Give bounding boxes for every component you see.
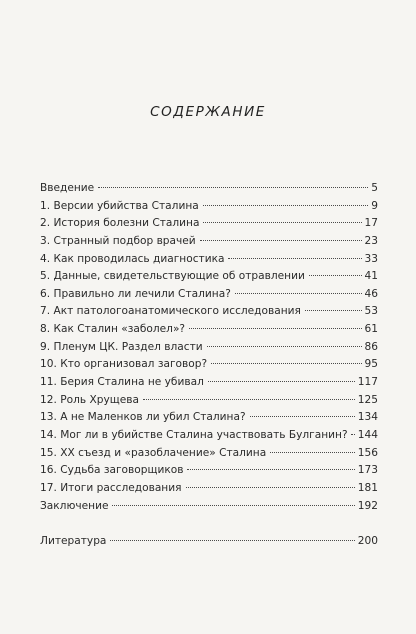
toc-entry <box>40 215 378 233</box>
toc-entry-page: 134 <box>357 411 378 424</box>
toc-leader-dots <box>309 275 362 276</box>
toc-leader-dots <box>228 258 361 259</box>
toc-leader-dots <box>351 434 355 435</box>
toc-leader-dots <box>110 540 354 541</box>
toc-entry-page: 86 <box>364 340 378 353</box>
toc-entry-label: 14. Мог ли в убийстве Сталина участвовать Булганин? <box>40 428 348 441</box>
toc-entry <box>40 321 378 339</box>
toc-leader-dots <box>203 222 361 223</box>
toc-entry <box>40 392 378 410</box>
toc-entry-page: 5 <box>371 182 378 194</box>
toc-leader-dots <box>235 293 362 294</box>
toc-leader-dots <box>189 328 361 329</box>
toc-entry-label: 9. Пленум ЦК. Раздел власти <box>40 340 203 353</box>
toc-entry <box>40 409 378 427</box>
toc-entry-page: 46 <box>364 287 378 300</box>
toc-entry-page: 53 <box>364 305 378 318</box>
toc-entry-page: 156 <box>357 446 378 459</box>
toc-leader-dots <box>208 381 355 382</box>
toc-entry <box>40 251 378 269</box>
toc-leader-dots <box>211 363 361 364</box>
toc-leader-dots <box>207 346 362 347</box>
table-of-contents <box>40 180 378 550</box>
toc-entry <box>40 356 378 374</box>
page-title: СОДЕРЖАНИЕ <box>150 104 266 120</box>
toc-leader-dots <box>250 416 355 417</box>
toc-entry-page: 192 <box>357 499 378 512</box>
toc-leader-dots <box>186 487 355 488</box>
toc-entry <box>40 268 378 286</box>
toc-leader-dots <box>143 399 355 400</box>
toc-entry-label: 5. Данные, свидетельствующие об отравлении <box>40 270 305 283</box>
toc-leader-dots <box>203 205 368 206</box>
toc-entry-page: 95 <box>364 358 378 371</box>
toc-leader-dots <box>270 452 355 453</box>
toc-entry-page: 117 <box>357 376 378 389</box>
toc-entry <box>40 480 378 498</box>
toc-leader-dots <box>305 310 362 311</box>
toc-entry-page: 61 <box>364 323 378 336</box>
toc-entry <box>40 374 378 392</box>
toc-entry-page: 23 <box>364 234 378 247</box>
toc-entry <box>40 180 378 198</box>
toc-entry-page: 17 <box>364 217 378 230</box>
toc-entry <box>40 445 378 463</box>
toc-entry-label: 12. Роль Хрущева <box>40 393 139 406</box>
toc-entry <box>40 498 378 516</box>
toc-entry-page: 200 <box>357 534 378 547</box>
toc-entry-label: 7. Акт патологоанатомического исследования <box>40 305 301 318</box>
toc-entry-label: 6. Правильно ли лечили Сталина? <box>40 287 231 300</box>
toc-entry <box>40 303 378 321</box>
toc-entry-label: 15. XX съезд и «разоблачение» Сталина <box>40 446 267 459</box>
toc-entry-label: Введение <box>40 182 95 194</box>
toc-entry-label: 10. Кто организовал заговор? <box>40 358 208 371</box>
toc-entry-label: 17. Итоги расследования <box>40 481 182 494</box>
toc-entry-label: 4. Как проводилась диагностика <box>40 252 225 265</box>
toc-entry-label: 11. Берия Сталина не убивал <box>40 376 204 389</box>
toc-leader-dots <box>98 187 368 188</box>
toc-leader-dots <box>187 469 354 470</box>
toc-entry <box>40 198 378 216</box>
toc-entry-label: 1. Версии убийства Сталина <box>40 199 199 212</box>
toc-entry <box>40 286 378 304</box>
toc-entry <box>40 427 378 445</box>
toc-entry-label: Заключение <box>40 499 109 512</box>
toc-entry-label: 2. История болезни Сталина <box>40 217 200 230</box>
toc-entry-label: 16. Судьба заговорщиков <box>40 464 184 477</box>
toc-entry <box>40 233 378 251</box>
toc-entry-label: Литература <box>40 534 107 547</box>
toc-entry <box>40 462 378 480</box>
toc-entry-page: 33 <box>364 252 378 265</box>
toc-entry-label: 8. Как Сталин «заболел»? <box>40 323 186 336</box>
toc-leader-dots <box>200 240 362 241</box>
toc-entry-page: 125 <box>357 393 378 406</box>
toc-entry-page: 41 <box>364 270 378 283</box>
toc-entry-page: 144 <box>357 428 378 441</box>
toc-entry-label: 3. Странный подбор врачей <box>40 234 196 247</box>
toc-leader-dots <box>112 505 354 506</box>
toc-entry <box>40 533 378 551</box>
toc-entry <box>40 339 378 357</box>
toc-entry-page: 181 <box>357 481 378 494</box>
toc-entry-page: 9 <box>371 199 378 212</box>
toc-entry-page: 173 <box>357 464 378 477</box>
toc-entry-label: 13. А не Маленков ли убил Сталина? <box>40 411 246 424</box>
